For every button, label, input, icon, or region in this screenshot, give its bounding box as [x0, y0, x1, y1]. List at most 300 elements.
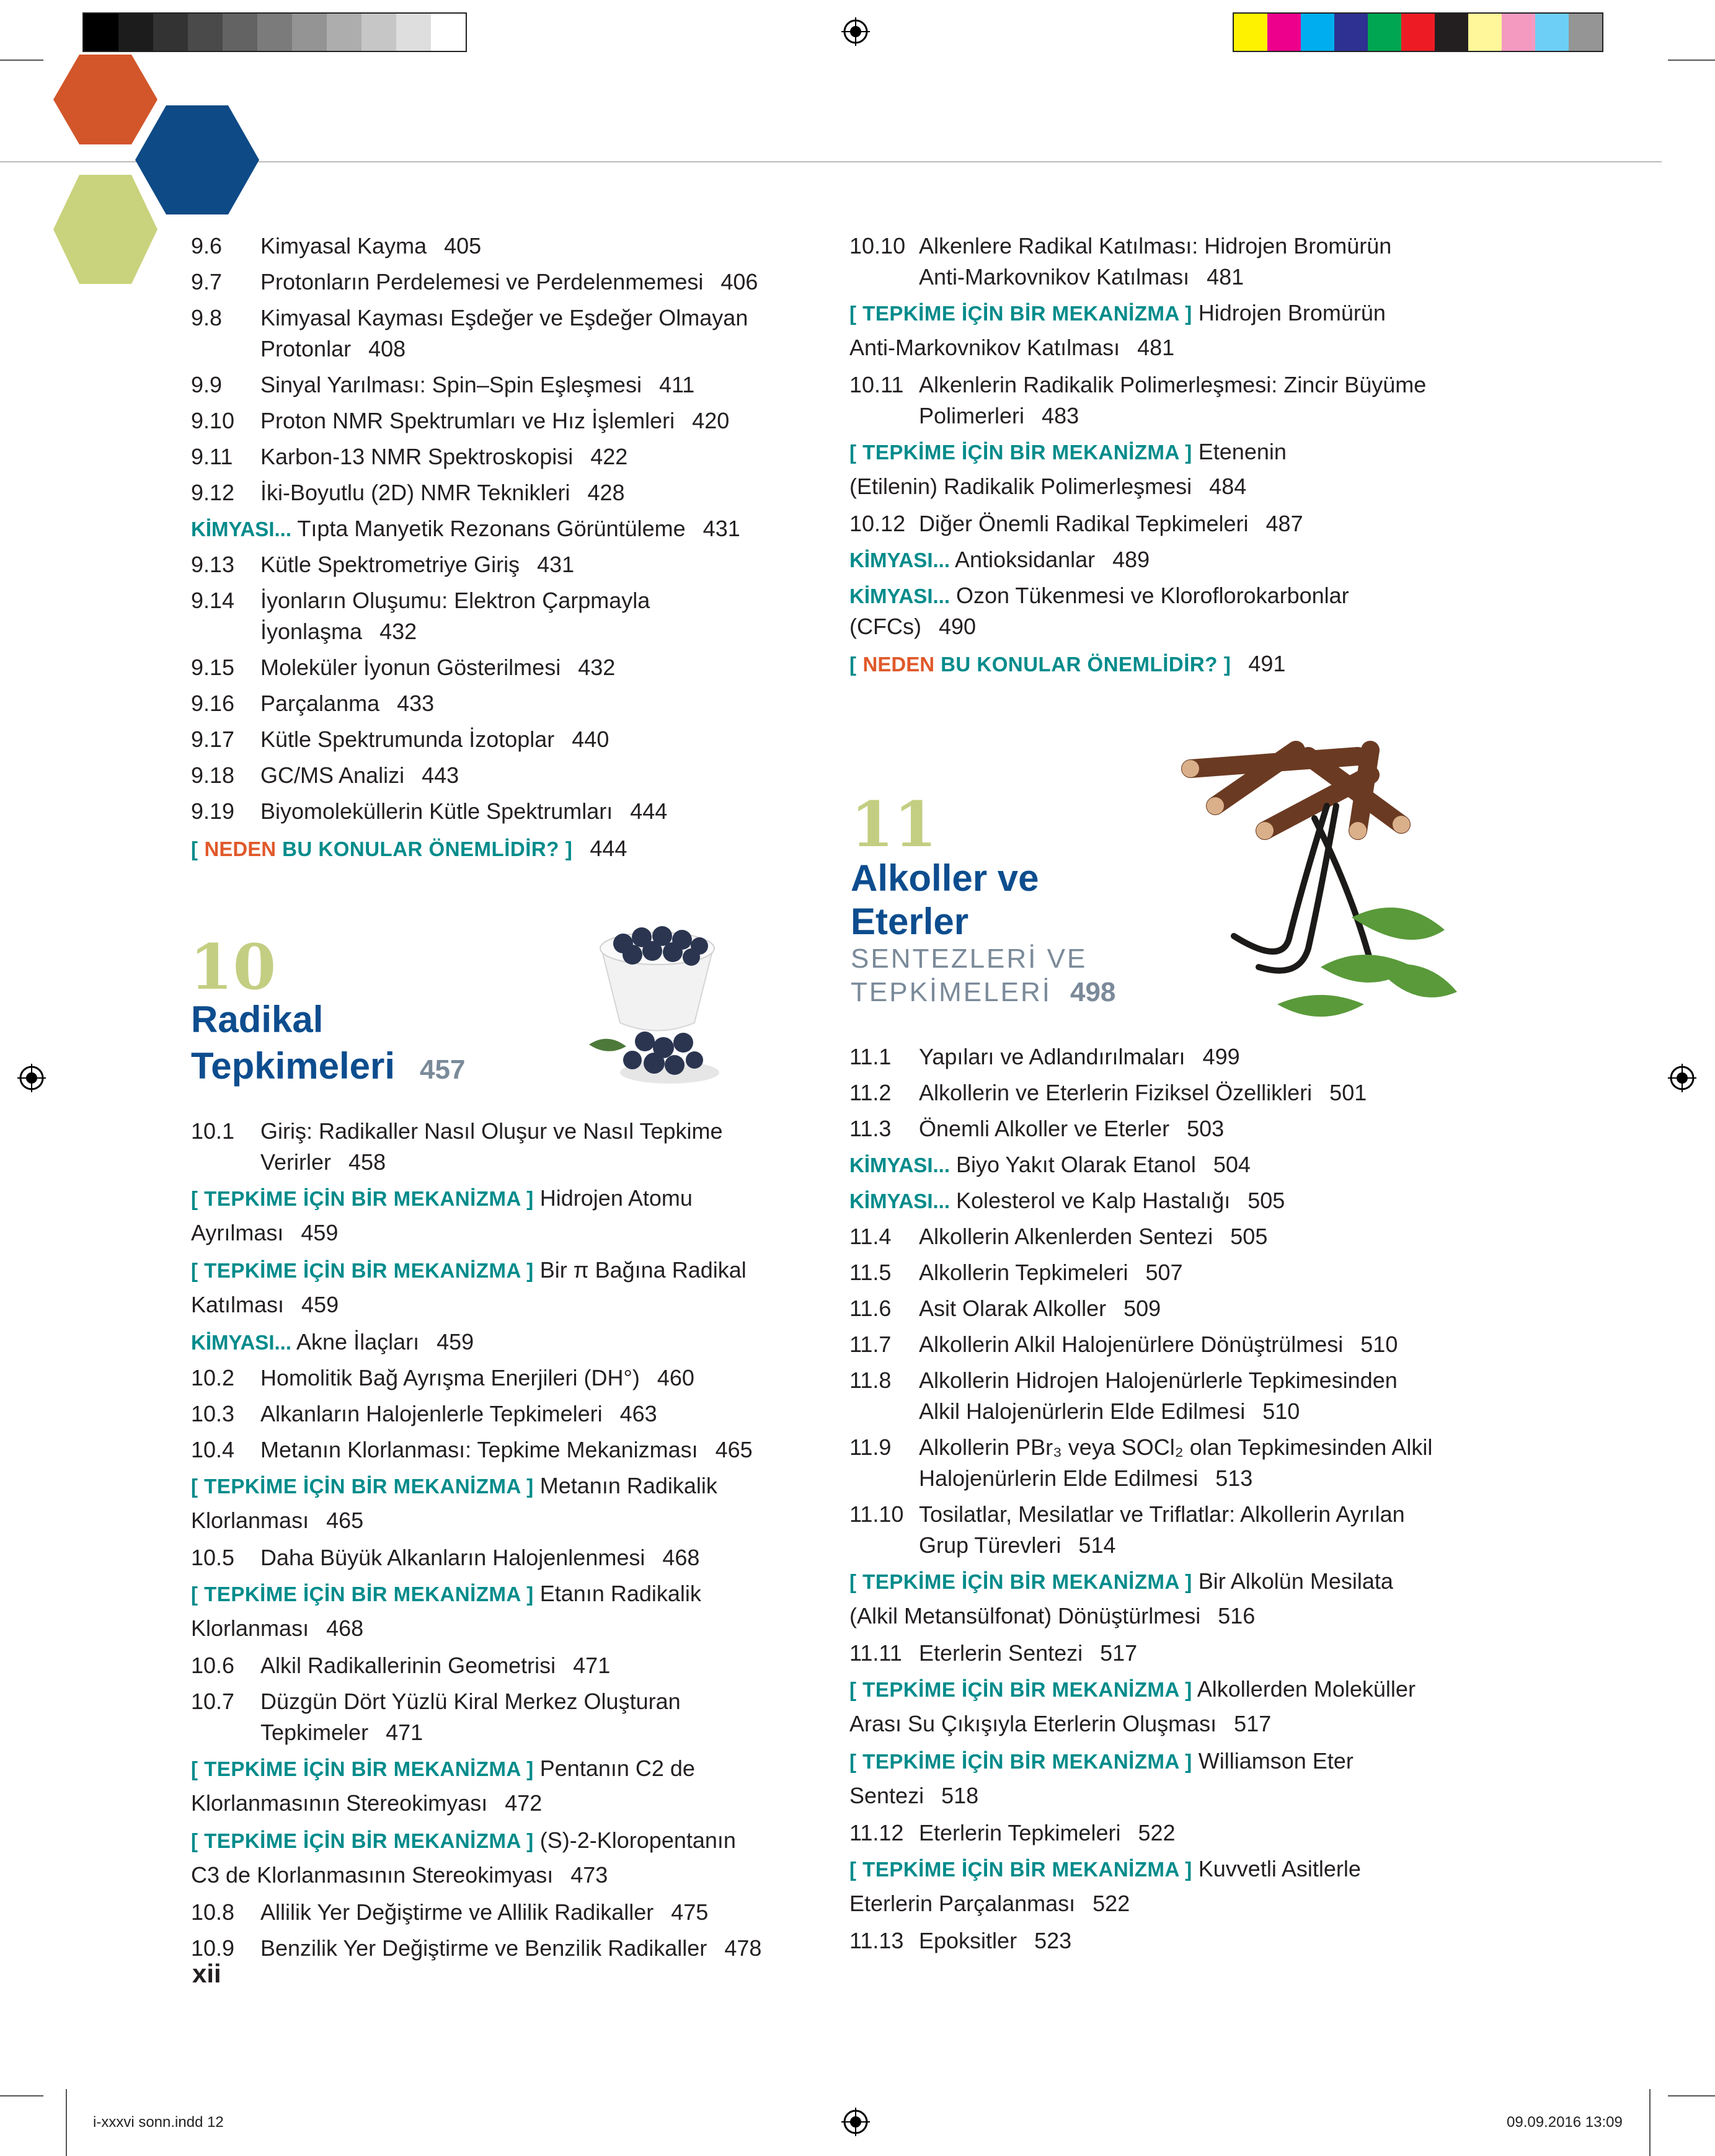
why-important-text: BU KONULAR ÖNEMLİDİR? [941, 653, 1218, 676]
registration-mark-right [1668, 1064, 1696, 1092]
kimyasi-label: KİMYASI... [849, 549, 950, 572]
mechanism-label: [ TEPKİME İÇİN BİR MEKANİZMA ] [191, 1583, 534, 1606]
toc-entry-text-cont: Alkil Halojenürlerin Elde Edilmesi [919, 1398, 1246, 1424]
toc-entry-text: Metanın Klorlanması: Tepkime Mekanizması [260, 1437, 698, 1462]
toc-entry-line [191, 1255, 747, 1286]
file-slug: i-xxxvi sonn.indd 12 [93, 2114, 224, 2131]
toc-entry-text: İki-Boyutlu (2D) NMR Teknikleri [260, 480, 570, 505]
date-slug: 09.09.2016 13:09 [1507, 2114, 1623, 2131]
toc-entry-text: Alkollerin Hidrojen Halojenürlerle Tepkimesinden [919, 1367, 1398, 1393]
toc-entry-line [191, 1327, 474, 1358]
toc-entry-number: 10.10 [849, 233, 906, 258]
chapter-11-subtitle-line1: SENTEZLERİ VE [851, 943, 1088, 974]
kimyasi-label: KİMYASI... [849, 1154, 950, 1177]
chapter-11-number: 11 [851, 788, 937, 861]
toc-entry-page: 444 [630, 798, 668, 824]
toc-entry-text: Parçalanma [260, 691, 380, 716]
toc-entry-number: 9.6 [191, 233, 223, 258]
toc-entry-line [849, 1746, 1354, 1777]
toc-entry-line [191, 1788, 542, 1819]
toc-entry-line [260, 1897, 708, 1928]
toc-entry-line [260, 231, 481, 262]
toc-entry-line [260, 267, 758, 298]
toc-entry-line [191, 1578, 701, 1610]
toc-entry-text-cont: Anti-Markovnikov Katılması [849, 335, 1120, 360]
toc-entry-line [919, 1365, 1398, 1396]
toc-entry-line [260, 1542, 699, 1573]
toc-entry-number: 10.7 [191, 1689, 235, 1714]
why-important-heading [191, 833, 627, 865]
chapter-11-title-line1: Alkoller ve [851, 857, 1039, 899]
toc-entry-text: Metanın Radikalik [539, 1473, 717, 1498]
toc-entry-line [849, 1601, 1255, 1632]
toc-entry-text: Epoksitler [919, 1928, 1017, 1953]
toc-entry-text-cont: Anti-Markovnikov Katılması [919, 264, 1190, 289]
kimyasi-label: KİMYASI... [191, 1331, 291, 1354]
toc-entry-line [849, 1185, 1285, 1217]
toc-entry-page: 518 [941, 1783, 979, 1808]
chapter-10-title-text: Tepkimeleri [191, 1045, 396, 1087]
toc-entry-page: 510 [1360, 1332, 1398, 1357]
kimyasi-label: KİMYASI... [191, 518, 291, 541]
toc-entry-page: 459 [437, 1329, 474, 1354]
toc-entry-text: Pentanın C2 de [539, 1756, 695, 1781]
registration-mark-bottom [841, 2108, 870, 2136]
toc-entry-number: 11.8 [849, 1367, 892, 1393]
toc-entry-text-cont: Halojenürlerin Elde Edilmesi [919, 1465, 1199, 1491]
toc-entry-line [919, 1041, 1240, 1072]
toc-entry-text-cont: Arası Su Çıkışıyla Eterlerin Oluşması [849, 1711, 1217, 1736]
toc-entry-line [849, 436, 1287, 468]
toc-entry-text: Alkollerden Moleküller [1197, 1676, 1416, 1702]
kimyasi-label: KİMYASI... [849, 1190, 950, 1213]
toc-entry-line [260, 688, 434, 719]
toc-entry-line [191, 1860, 608, 1891]
toc-entry-number: 9.10 [191, 408, 235, 433]
toc-entry-line [260, 1116, 723, 1147]
toc-entry-page: 422 [590, 444, 628, 469]
registration-mark-left [17, 1064, 46, 1092]
toc-entry-number: 9.8 [191, 305, 223, 330]
toc-entry-line [260, 1363, 694, 1394]
toc-entry-number: 10.8 [191, 1899, 235, 1925]
toc-entry-line [919, 1329, 1398, 1360]
page-folio: xii [192, 1959, 221, 1988]
toc-entry-text: Alkenlere Radikal Katılması: Hidrojen Bromürün [919, 233, 1392, 258]
toc-entry-page: 489 [1112, 547, 1150, 572]
toc-entry-page: 507 [1145, 1260, 1183, 1285]
toc-entry-page: 468 [662, 1545, 700, 1570]
toc-entry-line [919, 369, 1426, 400]
toc-entry-line [191, 1183, 693, 1214]
toc-entry-line [260, 334, 405, 364]
toc-entry-page: 406 [720, 269, 758, 294]
toc-entry-page: 432 [379, 619, 417, 644]
toc-entry-text: Kütle Spektrumunda İzotoplar [260, 727, 555, 752]
toc-entry-number: 11.9 [849, 1434, 892, 1460]
toc-entry-line [919, 1638, 1137, 1669]
toc-entry-text: Kimyasal Kayması Eşdeğer ve Eşdeğer Olmayan [260, 305, 748, 330]
why-important-page: 444 [590, 836, 627, 861]
toc-entry-text: Kütle Spektrometriye Giriş [260, 552, 520, 577]
mechanism-label: [ TEPKİME İÇİN BİR MEKANİZMA ] [849, 1678, 1192, 1701]
toc-entry-line [919, 1530, 1116, 1561]
toc-entry-number: 10.4 [191, 1437, 235, 1462]
mechanism-label: [ TEPKİME İÇİN BİR MEKANİZMA ] [849, 1570, 1192, 1593]
bracket-open: [ [191, 837, 198, 860]
mechanism-label: [ TEPKİME İÇİN BİR MEKANİZMA ] [191, 1829, 534, 1852]
toc-entry-text-cont: İyonlaşma [260, 619, 363, 644]
toc-entry-page: 513 [1215, 1465, 1253, 1491]
toc-entry-line [919, 1221, 1267, 1252]
toc-entry-text: Allilik Yer Değiştirme ve Allilik Radikaller [260, 1899, 654, 1925]
toc-entry-number: 11.11 [849, 1640, 902, 1666]
chapter-11-page: 498 [1070, 977, 1116, 1007]
toc-entry-text: Alkanların Halojenlerle Tepkimeleri [260, 1401, 603, 1426]
toc-entry-line [260, 585, 650, 616]
toc-entry-number: 11.7 [849, 1332, 892, 1357]
toc-entry-text: Williamson Eter [1198, 1748, 1354, 1774]
toc-entry-text: Önemli Alkoller ve Eterler [919, 1116, 1170, 1141]
toc-entry-line [919, 262, 1244, 293]
toc-entry-text-cont: Grup Türevleri [919, 1532, 1061, 1558]
chapter-11-subtitle-text: TEPKİMELERİ [851, 977, 1052, 1007]
toc-entry-line [191, 1505, 363, 1536]
chapter-10-title-line2 [191, 1045, 465, 1092]
toc-entry-page: 473 [570, 1862, 608, 1888]
toc-entry-number: 9.13 [191, 552, 235, 577]
toc-entry-page: 465 [715, 1437, 753, 1462]
toc-entry-text-cont: Protonlar [260, 336, 352, 361]
crop-mark [66, 2089, 67, 2156]
why-important-text: BU KONULAR ÖNEMLİDİR? [282, 837, 559, 860]
kimyasi-label: KİMYASI... [849, 585, 950, 607]
crop-mark [1668, 2095, 1715, 2096]
toc-entry-text-cont: Ayrılması [191, 1220, 284, 1245]
toc-entry-number: 9.17 [191, 727, 235, 752]
toc-entry-text-cont: Tepkimeler [260, 1720, 369, 1745]
toc-entry-page: 487 [1265, 511, 1303, 536]
toc-entry-text: Alkenlerin Radikalik Polimerleşmesi: Zincir Büyüme [919, 372, 1427, 397]
toc-entry-number: 11.5 [849, 1260, 892, 1285]
toc-entry-page: 505 [1247, 1188, 1285, 1213]
toc-entry-page: 510 [1262, 1398, 1300, 1424]
toc-entry-page: 471 [386, 1720, 423, 1745]
mechanism-label: [ TEPKİME İÇİN BİR MEKANİZMA ] [849, 1858, 1192, 1881]
toc-entry-page: 483 [1042, 403, 1079, 428]
toc-entry-page: 458 [348, 1149, 386, 1175]
chapter-10-page: 457 [420, 1054, 466, 1085]
toc-entry-text: Giriş: Radikaller Nasıl Oluşur ve Nasıl Tepkime [260, 1118, 723, 1144]
green-hexagon [53, 175, 157, 284]
toc-entry-line [849, 1674, 1416, 1705]
toc-entry-text-cont: Polimerleri [919, 403, 1025, 428]
neden-word: NEDEN [862, 653, 935, 676]
toc-entry-line [260, 477, 625, 508]
toc-entry-number: 9.7 [191, 269, 223, 294]
toc-entry-line [260, 1147, 386, 1178]
toc-entry-line [919, 231, 1391, 262]
toc-entry-text: Hidrojen Atomu [539, 1185, 693, 1211]
toc-entry-text: Biyomoleküllerin Kütle Spektrumları [260, 798, 613, 824]
toc-entry-text: Alkollerin PBr₃ veya SOCl₂ olan Tepkimesinden Alkil [919, 1434, 1433, 1460]
toc-entry-page: 468 [326, 1615, 364, 1641]
toc-entry-number: 11.1 [849, 1044, 892, 1069]
process-color-bar [1233, 12, 1603, 52]
toc-entry-line [260, 724, 609, 755]
toc-entry-page: 501 [1329, 1080, 1367, 1105]
toc-entry-text: Asit Olarak Alkoller [919, 1296, 1107, 1321]
toc-entry-line [260, 549, 574, 580]
chapter-10-number: 10 [190, 930, 277, 1004]
toc-entry-line [260, 616, 417, 647]
toc-entry-line [191, 1825, 736, 1857]
toc-entry-page: 522 [1138, 1820, 1176, 1845]
toc-entry-text: Bir Alkolün Mesilata [1198, 1568, 1393, 1594]
toc-entry-page: 481 [1137, 335, 1175, 360]
toc-entry-page: 517 [1234, 1711, 1272, 1736]
toc-entry-page: 490 [938, 614, 977, 639]
toc-entry-line [260, 441, 627, 472]
toc-entry-text: Alkollerin Alkenlerden Sentezi [919, 1224, 1213, 1249]
toc-entry-number: 9.15 [191, 655, 235, 680]
toc-entry-page: 431 [537, 552, 575, 577]
toc-entry-page: 481 [1207, 264, 1244, 289]
toc-entry-text: Kimyasal Kayma [260, 233, 427, 258]
toc-entry-page: 433 [397, 691, 435, 716]
crop-mark [1649, 2089, 1651, 2156]
toc-entry-text: Kolesterol ve Kalp Hastalığı [956, 1188, 1231, 1213]
toc-entry-line [260, 1434, 753, 1465]
toc-entry-number: 11.13 [849, 1928, 904, 1953]
toc-entry-line [260, 652, 615, 683]
toc-entry-text: Karbon-13 NMR Spektroskopisi [260, 444, 574, 469]
toc-entry-line [260, 369, 694, 400]
toc-entry-number: 10.11 [849, 372, 904, 397]
toc-entry-text-cont: (CFCs) [849, 614, 921, 639]
toc-entry-line [919, 1499, 1405, 1530]
toc-entry-line [849, 1853, 1361, 1885]
toc-entry-page: 499 [1202, 1044, 1240, 1069]
mechanism-label: [ TEPKİME İÇİN BİR MEKANİZMA ] [191, 1259, 534, 1282]
toc-entry-page: 504 [1213, 1152, 1251, 1177]
toc-entry-number: 10.3 [191, 1401, 235, 1426]
toc-entry-line [191, 1217, 338, 1248]
toc-entry-number: 9.11 [191, 444, 233, 469]
toc-entry-line [260, 1650, 610, 1681]
toc-entry-line [260, 303, 748, 334]
blueberries-bowl-image [577, 905, 738, 1091]
toc-entry-page: 471 [573, 1653, 611, 1678]
licorice-vanilla-mint-image [1166, 731, 1463, 1041]
toc-entry-number: 9.9 [191, 372, 223, 397]
toc-entry-line [919, 1432, 1432, 1463]
toc-entry-line [260, 760, 459, 791]
toc-entry-line [849, 544, 1150, 576]
grayscale-color-bar [82, 12, 467, 52]
toc-entry-page: 405 [444, 233, 482, 258]
chapter-10-title-line1: Radikal [191, 999, 324, 1040]
toc-entry-number: 9.18 [191, 762, 235, 788]
toc-entry-page: 443 [422, 762, 459, 788]
toc-entry-line [191, 1289, 339, 1320]
toc-entry-line [260, 1686, 681, 1717]
toc-entry-text-cont: Verirler [260, 1149, 332, 1175]
toc-entry-number: 10.12 [849, 511, 906, 536]
toc-entry-text: Benzilik Yer Değiştirme ve Benzilik Radikaller [260, 1935, 707, 1961]
toc-entry-page: 514 [1078, 1532, 1116, 1558]
bracket-close: ] [565, 837, 573, 860]
toc-entry-number: 10.6 [191, 1653, 235, 1678]
toc-entry-line [849, 1888, 1130, 1919]
toc-entry-line [260, 1717, 423, 1748]
toc-entry-number: 9.14 [191, 588, 235, 613]
toc-entry-number: 9.12 [191, 480, 235, 505]
toc-entry-text-cont: (Alkil Metansülfonat) Dönüştürlmesi [849, 1603, 1201, 1628]
toc-entry-line [919, 400, 1079, 431]
why-important-heading [849, 648, 1285, 680]
toc-entry-number: 9.19 [191, 798, 235, 824]
registration-mark-top [841, 17, 870, 46]
toc-entry-line [849, 1149, 1251, 1181]
toc-entry-page: 484 [1209, 474, 1247, 499]
toc-entry-number: 11.12 [849, 1820, 904, 1845]
crop-mark [0, 2095, 43, 2096]
toc-entry-line [191, 1753, 695, 1785]
toc-entry-text: Akne İlaçları [296, 1329, 420, 1354]
toc-entry-number: 10.2 [191, 1365, 235, 1390]
toc-entry-number: 9.16 [191, 691, 235, 716]
toc-entry-text: Bir π Bağına Radikal [539, 1257, 747, 1283]
toc-entry-text: Yapıları ve Adlandırılmaları [919, 1044, 1185, 1069]
toc-entry-line [849, 611, 976, 642]
mechanism-label: [ TEPKİME İÇİN BİR MEKANİZMA ] [849, 302, 1192, 325]
mechanism-label: [ TEPKİME İÇİN BİR MEKANİZMA ] [191, 1475, 534, 1498]
toc-entry-page: 472 [505, 1790, 543, 1816]
toc-entry-line [849, 1780, 978, 1811]
toc-entry-line [919, 1077, 1367, 1108]
toc-entry-number: 10.9 [191, 1935, 235, 1961]
toc-entry-number: 11.2 [849, 1080, 892, 1105]
mechanism-label: [ TEPKİME İÇİN BİR MEKANİZMA ] [849, 441, 1192, 464]
toc-entry-page: 463 [619, 1401, 657, 1426]
crop-mark [1668, 60, 1715, 61]
toc-entry-text: Eterlerin Sentezi [919, 1640, 1083, 1666]
toc-entry-line [849, 1708, 1271, 1739]
toc-entry-number: 11.3 [849, 1116, 892, 1141]
toc-entry-page: 431 [702, 516, 740, 541]
toc-entry-page: 459 [301, 1220, 339, 1245]
toc-entry-number: 11.10 [849, 1501, 904, 1527]
toc-entry-line [260, 405, 729, 436]
toc-entry-page: 428 [587, 480, 625, 505]
toc-entry-text: Biyo Yakıt Olarak Etanol [956, 1152, 1196, 1177]
toc-entry-text: Kuvvetli Asitlerle [1198, 1856, 1361, 1881]
toc-entry-page: 478 [724, 1935, 762, 1961]
orange-hexagon [53, 55, 157, 144]
toc-entry-line [191, 1470, 717, 1502]
toc-entry-page: 516 [1218, 1603, 1256, 1628]
toc-entry-text-cont: Katılması [191, 1292, 285, 1317]
toc-entry-text: Alkil Radikallerinin Geometrisi [260, 1653, 556, 1678]
toc-entry-line [919, 1113, 1224, 1144]
toc-entry-page: 523 [1034, 1928, 1072, 1953]
toc-entry-line [919, 1925, 1071, 1956]
toc-entry-text: Alkollerin ve Eterlerin Fiziksel Özellikleri [919, 1080, 1313, 1105]
toc-entry-line [191, 1613, 363, 1644]
toc-entry-line [849, 471, 1246, 502]
toc-entry-page: 517 [1100, 1640, 1138, 1666]
toc-entry-text-cont: (Etilenin) Radikalik Polimerleşmesi [849, 474, 1192, 499]
toc-entry-page: 408 [368, 336, 406, 361]
toc-entry-line [849, 332, 1174, 363]
toc-entry-text: Homolitik Bağ Ayrışma Enerjileri (DH°) [260, 1365, 640, 1390]
toc-entry-text: GC/MS Analizi [260, 762, 405, 788]
toc-entry-text: Protonların Perdelemesi ve Perdelenmemesi [260, 269, 704, 294]
toc-entry-page: 411 [658, 372, 695, 397]
crop-mark [0, 60, 43, 61]
toc-entry-page: 475 [671, 1899, 709, 1925]
toc-entry-text: Hidrojen Bromürün [1198, 300, 1386, 325]
toc-entry-page: 440 [572, 727, 609, 752]
toc-entry-line [919, 1818, 1176, 1849]
toc-entry-number: 11.4 [849, 1224, 892, 1249]
toc-entry-text-cont: Eterlerin Parçalanması [849, 1891, 1076, 1916]
toc-entry-text: Etanın Radikalik [539, 1581, 701, 1606]
bracket-open: [ [849, 653, 857, 676]
toc-entry-text: (S)-2-Kloropentanın [539, 1827, 736, 1853]
mechanism-label: [ TEPKİME İÇİN BİR MEKANİZMA ] [191, 1187, 534, 1210]
toc-entry-page: 465 [326, 1508, 364, 1533]
toc-entry-line [260, 1398, 657, 1429]
toc-entry-text: Etenenin [1198, 439, 1287, 464]
toc-entry-text: Proton NMR Spektrumları ve Hız İşlemleri [260, 408, 675, 433]
toc-entry-text: Tıpta Manyetik Rezonans Görüntüleme [297, 516, 686, 541]
toc-entry-line [849, 1566, 1393, 1597]
toc-entry-text: Moleküler İyonun Gösterilmesi [260, 655, 561, 680]
toc-entry-line [919, 1293, 1161, 1324]
toc-entry-text: Düzgün Dört Yüzlü Kiral Merkez Oluşturan [260, 1689, 681, 1714]
toc-entry-number: 10.1 [191, 1118, 235, 1144]
toc-entry-text: Alkollerin Alkil Halojenürlere Dönüştrülmesi [919, 1332, 1344, 1357]
toc-entry-page: 505 [1230, 1224, 1268, 1249]
toc-entry-line [919, 1257, 1183, 1288]
toc-entry-text-cont: Sentezi [849, 1783, 924, 1808]
toc-entry-text-cont: C3 de Klorlanmasının Stereokimyası [191, 1862, 554, 1888]
bracket-close: ] [1223, 653, 1231, 676]
mechanism-label: [ TEPKİME İÇİN BİR MEKANİZMA ] [191, 1757, 534, 1780]
chapter-11-title-line2: Eterler [851, 901, 969, 942]
toc-entry-text-cont: Klorlanması [191, 1508, 309, 1533]
toc-entry-line [191, 513, 740, 545]
toc-entry-page: 460 [657, 1365, 694, 1390]
toc-entry-text: Ozon Tükenmesi ve Kloroflorokarbonlar [956, 583, 1349, 608]
toc-entry-line [919, 508, 1303, 539]
mechanism-label: [ TEPKİME İÇİN BİR MEKANİZMA ] [849, 1750, 1192, 1773]
toc-entry-page: 509 [1123, 1296, 1161, 1321]
toc-entry-text: Alkollerin Tepkimeleri [919, 1260, 1128, 1285]
toc-entry-text: Antioksidanlar [955, 547, 1096, 572]
toc-entry-line [849, 298, 1386, 329]
toc-entry-line [849, 580, 1349, 612]
toc-entry-number: 11.6 [849, 1296, 892, 1321]
toc-entry-line [919, 1463, 1252, 1494]
toc-entry-text: Daha Büyük Alkanların Halojenlenmesi [260, 1545, 645, 1570]
toc-entry-line [919, 1396, 1300, 1427]
neden-word: NEDEN [204, 837, 277, 860]
toc-entry-page: 459 [301, 1292, 339, 1317]
toc-entry-page: 503 [1187, 1116, 1225, 1141]
